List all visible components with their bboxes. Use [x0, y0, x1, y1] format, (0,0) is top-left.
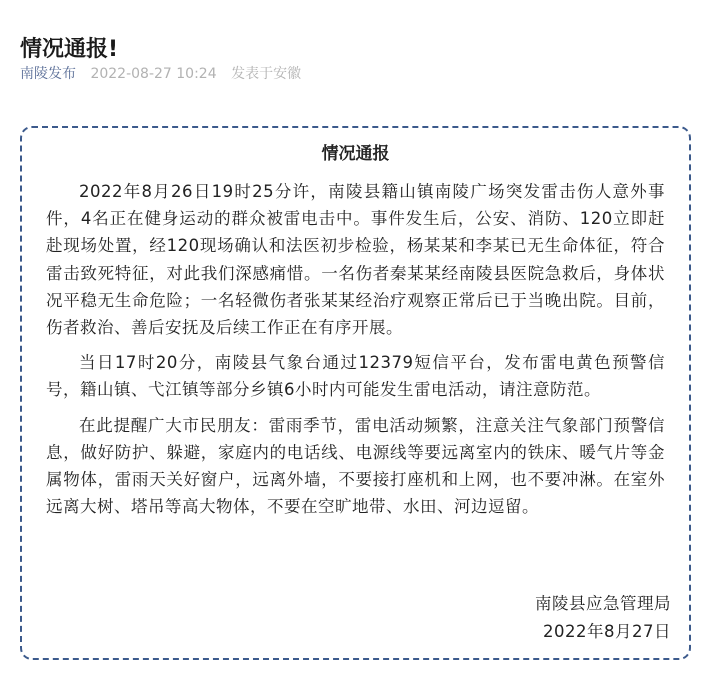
notice-paragraph-incident: 2022年8月26日19时25分许，南陵县籍山镇南陵广场突发雷击伤人意外事件，4名正在健身运动的群众被雷电击中。事件发生后，公安、消防、120立即赶赴现场处置，经120现场确认和法医初步检验，杨某某和李某已无生命体征，符合雷击致死特征，对此我们深感痛惜。一名伤者秦某某经南陵县医院急救后，身体状况平稳无生命危险；一名轻微伤者张某某经治疗观察正常后已于当晚出院。目前，伤者救治、善后安抚及后续工作正在有序开展。 — [46, 182, 665, 338]
signature-org: 南陵县应急管理局 — [535, 594, 671, 613]
article-meta — [20, 64, 301, 84]
notice-signature — [535, 590, 671, 646]
notice-heading: 情况通报 — [321, 144, 390, 164]
account-name-link[interactable]: 南陵发布 — [20, 66, 76, 82]
notice-paragraph-advice: 在此提醒广大市民朋友：雷雨季节，雷电活动频繁，注意关注气象部门预警信息，做好防护、躲避，家庭内的电话线、电源线等要远离室内的铁床、暖气片等金属物体，雷雨天关好窗户，远离外墙，不要接打座机和上网，也不要冲淋。在室外远离大树、塔吊等高大物体，不要在空旷地带、水田、河边逗留。 — [46, 415, 665, 517]
notice-box — [20, 126, 691, 660]
article-title: 情况通报! — [20, 36, 119, 62]
publish-location: 发表于安徽 — [231, 66, 302, 82]
signature-date: 2022年8月27日 — [543, 622, 671, 641]
notice-paragraph-warning: 当日17时20分，南陵县气象台通过12379短信平台，发布雷电黄色预警信号，籍山镇、弋江镇等部分乡镇6小时内可能发生雷电活动，请注意防范。 — [46, 353, 665, 400]
publish-time: 2022-08-27 10:24 — [90, 66, 217, 82]
